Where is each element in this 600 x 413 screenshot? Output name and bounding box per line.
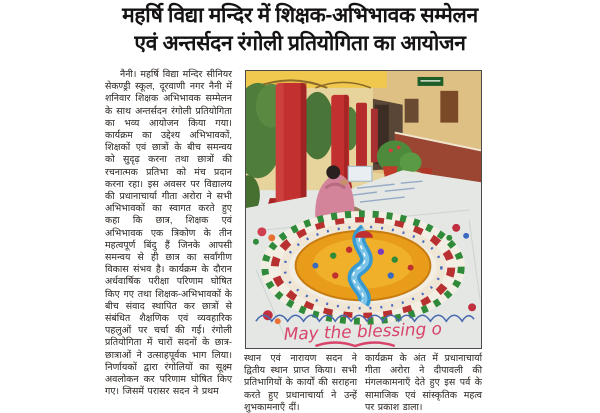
headline-line-2: एवं अन्तर्सदन रंगोली प्रतियोगिता का आयोजन: [134, 32, 466, 55]
news-photo: [245, 70, 482, 349]
article-column-left: नैनी। महर्षि विद्या मन्दिर सीनियर सेकण्ड्री स्कूल, दूरवाणी नगर नैनी में शनिवार शिक्षक अभिभावक सम्मेलन के साथ अन्तर्सदन रंगोली प्रतियोगिता का भव्य आयोजन किया गया। कार्यक्रम का उद्देश्य अभिभावकों, शिक्षकों एवं छात्रों के बीच समन्वय को सुदृढ़ करना तथा छात्रों की रचनात्मक प्रतिभा को मंच प्रदान करना रहा। इस अवसर पर विद्यालय की प्रधानाचार्या गीता अरोरा ने सभी अभिभावकों का स्वागत करते हुए कहा कि छात्र, शिक्षक एवं अभिभावक एक त्रिकोण के तीन महत्वपूर्ण बिंदु हैं जिनके आपसी समन्वय से ही छात्र का सर्वांगीण विकास संभव है। कार्यक्रम के दौरान अर्धवार्षिक परीक्षा परिणाम घोषित किए गए तथा शिक्षक-अभिभावकों के बीच संवाद स्थापित कर छात्रों से संबंधित शैक्षणिक एवं व्यवहारिक पहलुओं पर चर्चा की गई। रंगोली प्रतियोगिता में चारों सदनों के छात्र-छात्राओं ने उत्साहपूर्वक भाग लिया। निर्णायकों द्वारा रंगोलियों का सूक्ष्म अवलोकन कर परिणाम घोषित किए गए। जिसमें परासर सदन ने प्रथम: [105, 68, 232, 397]
floor-blessing-text: May the blessing o: [283, 318, 443, 344]
article-column-middle: स्थान एवं नारायण सदन ने द्वितीय स्थान प्राप्त किया। सभी प्रतिभागियों के कार्यों की सराहना करते हुए प्रधानाचार्या ने उन्हें शुभकामनाएँ दीं।: [244, 352, 357, 412]
article-headline: [0, 2, 600, 58]
headline-line-1: महर्षि विद्या मन्दिर में शिक्षक-अभिभावक सम्मेलन: [122, 4, 478, 27]
corridor-rangoli-illustration: [246, 71, 481, 348]
article-column-right: कार्यक्रम के अंत में प्रधानाचार्या गीता अरोरा ने दीपावली की मंगलकामनाएँ देते हुए इस पर्व के सामाजिक एवं सांस्कृतिक महत्व पर प्रकाश डाला।: [365, 352, 482, 412]
